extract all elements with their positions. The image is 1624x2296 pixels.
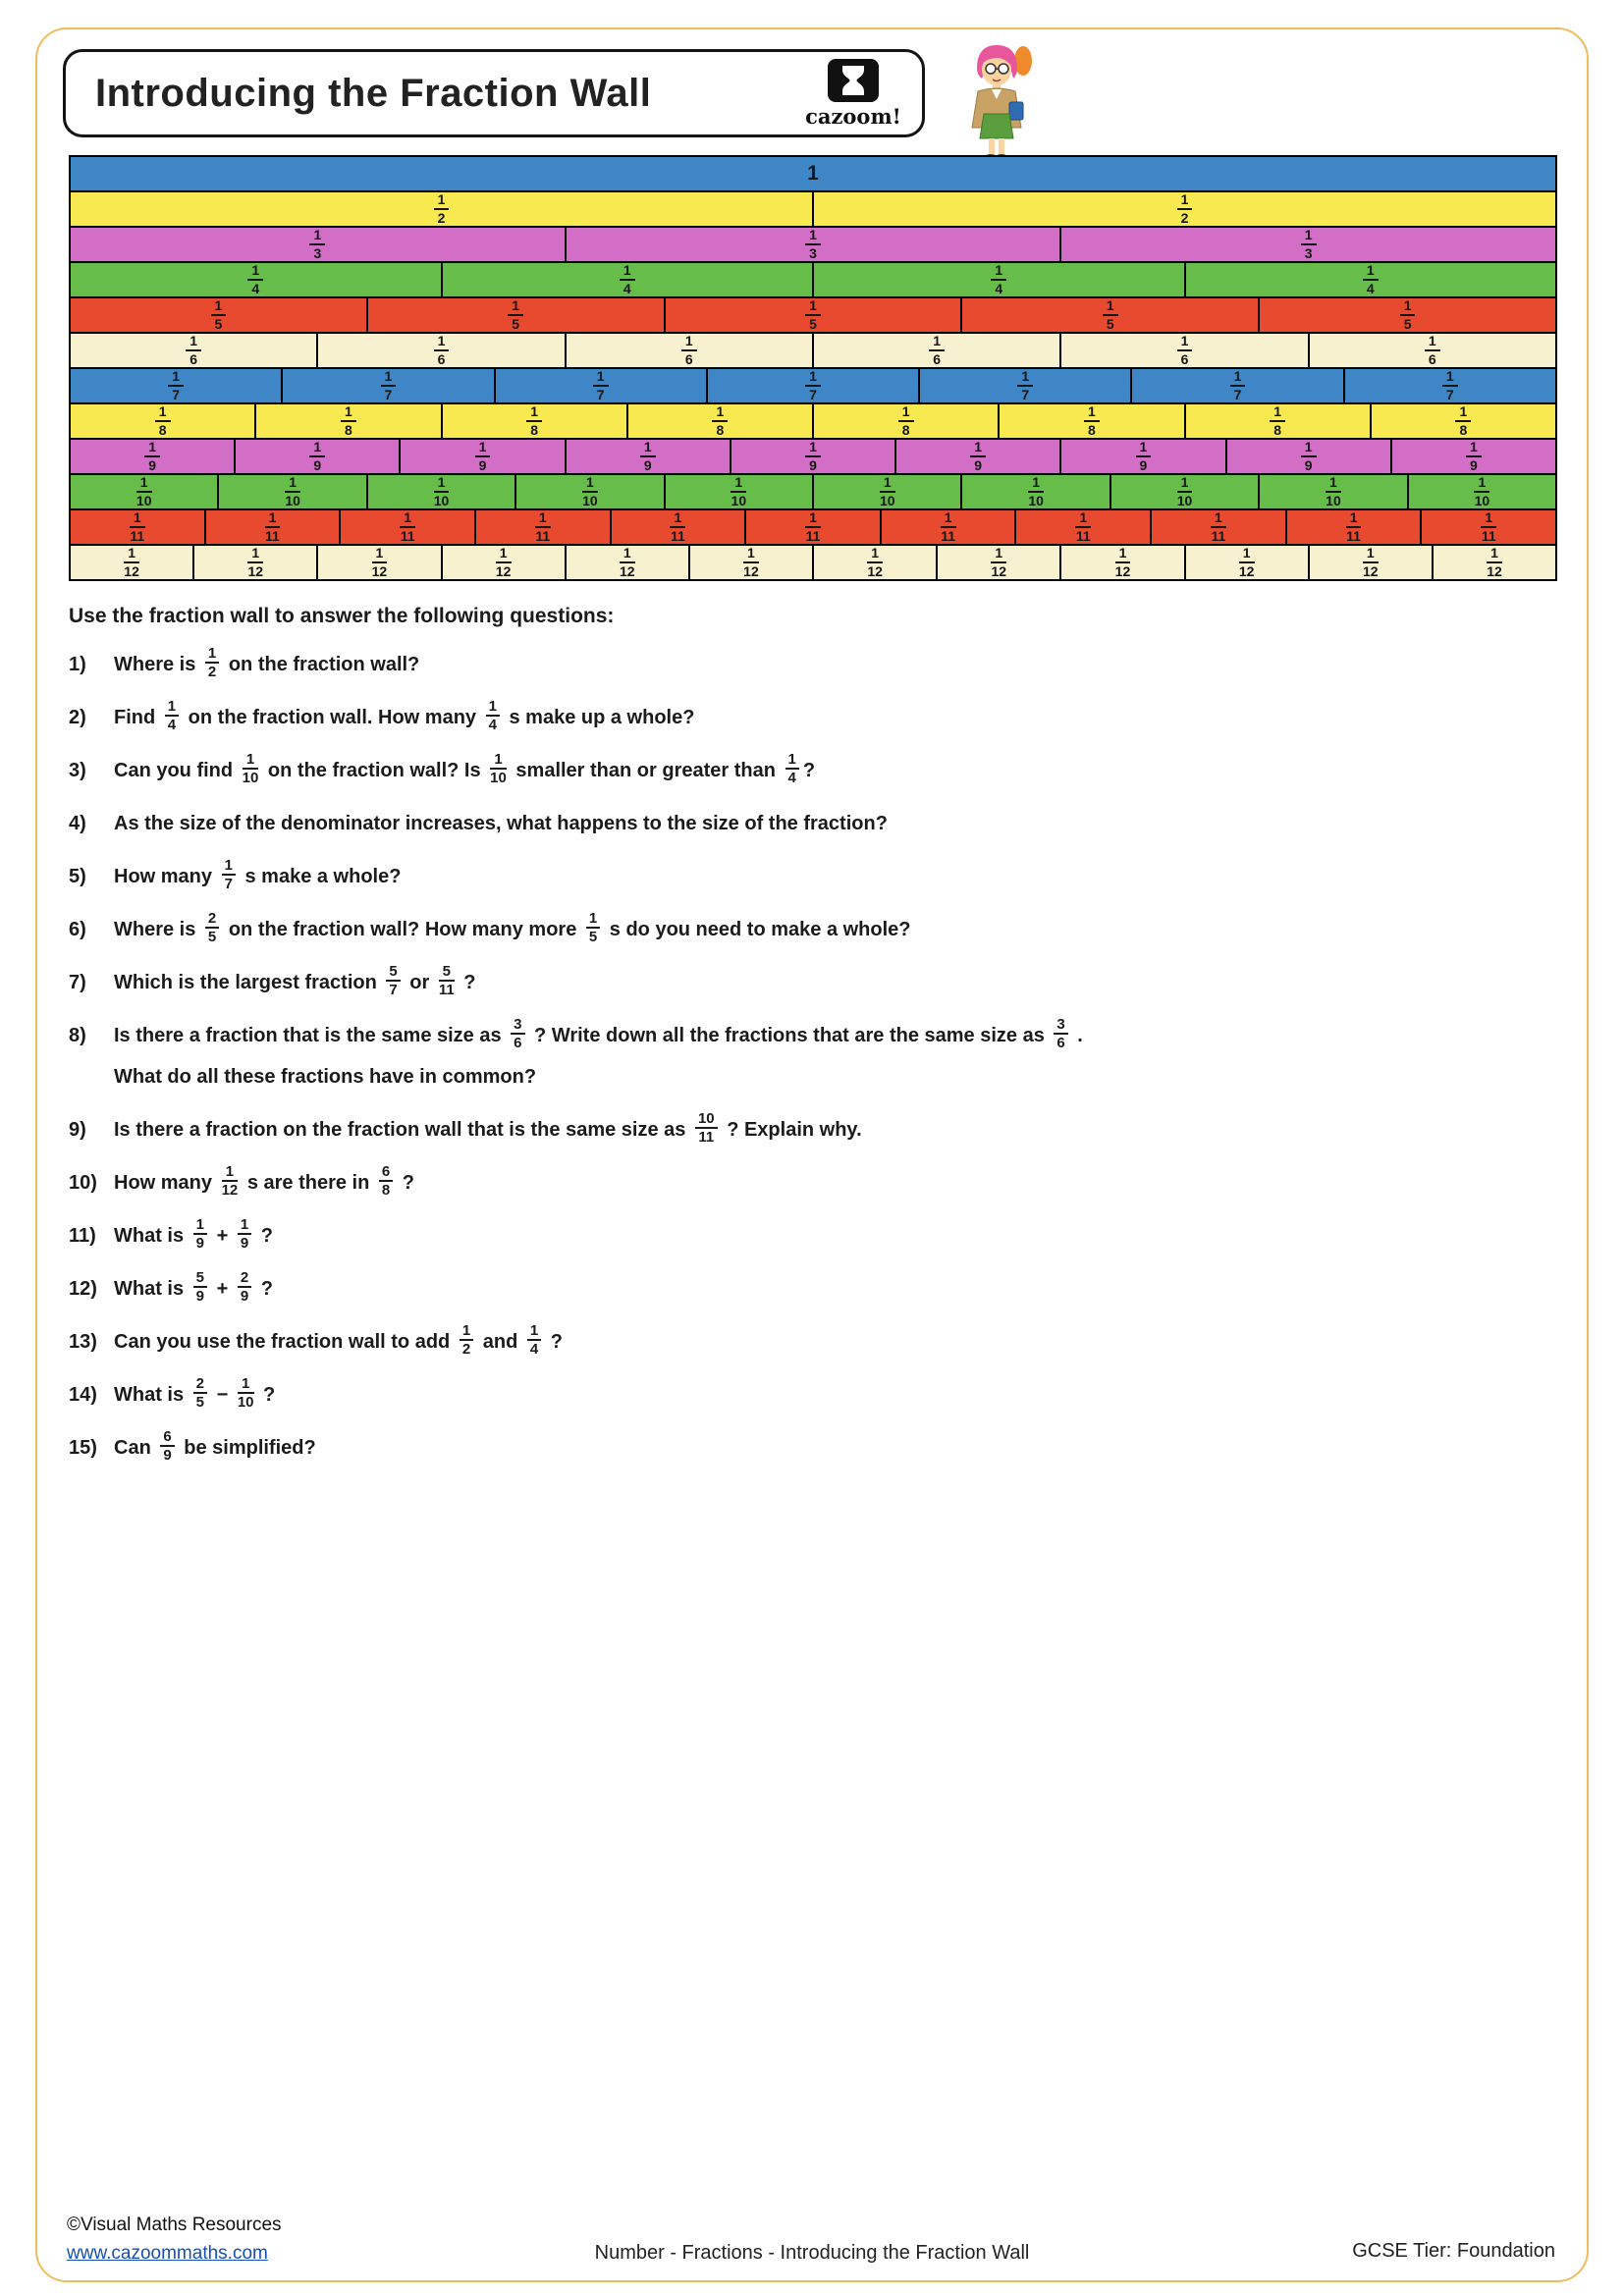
wall-cell bbox=[566, 439, 731, 474]
cell-fraction: 1 11 bbox=[941, 509, 956, 544]
wall-cell bbox=[745, 509, 881, 545]
question-text: Can $\frac{6}{9}$ be simplified? bbox=[114, 1428, 316, 1465]
cell-fraction: 1 12 bbox=[619, 545, 635, 579]
cell-fraction: 1 6 bbox=[929, 334, 945, 366]
wall-cell bbox=[70, 509, 205, 545]
teacher-illustration bbox=[945, 37, 1048, 170]
wall-cell bbox=[442, 545, 566, 580]
cell-fraction: 1 10 bbox=[135, 474, 152, 508]
cazoom-logo bbox=[806, 59, 900, 129]
footer-tier: GCSE Tier: Foundation bbox=[1352, 2240, 1555, 2262]
logo-wordmark: cazoom! bbox=[805, 103, 901, 129]
wall-cell bbox=[70, 297, 367, 333]
wall-cell bbox=[919, 368, 1131, 403]
question-number: 4) bbox=[69, 813, 86, 834]
wall-cell bbox=[1408, 474, 1556, 509]
cell-fraction: 1 12 bbox=[1363, 545, 1379, 579]
wall-cell bbox=[400, 439, 565, 474]
wall-row-2 bbox=[70, 191, 1556, 227]
wall-cell bbox=[193, 545, 317, 580]
question-number: 1) bbox=[69, 654, 86, 675]
cell-fraction: 1 11 bbox=[1211, 509, 1226, 544]
wall-row-3 bbox=[70, 227, 1556, 262]
inline-fraction: $\frac{3}{6}$ bbox=[1054, 1016, 1067, 1052]
cell-fraction: 1 11 bbox=[1481, 509, 1496, 544]
wall-cell bbox=[937, 545, 1060, 580]
wall-cell bbox=[665, 297, 962, 333]
questions-list bbox=[69, 644, 1561, 1468]
cell-fraction: 1 11 bbox=[1075, 509, 1091, 544]
cell-fraction: 1 8 bbox=[1270, 404, 1285, 437]
wall-row-12 bbox=[70, 545, 1556, 580]
question-text: Is there a fraction on the fraction wall that is the same size as $\frac{10}{11}$ ? Explain why. bbox=[114, 1110, 862, 1147]
wall-cell bbox=[813, 191, 1556, 227]
cell-fraction: 1 3 bbox=[309, 228, 325, 260]
inline-fraction: $\frac{1}{7}$ bbox=[222, 857, 236, 893]
cell-fraction: 1 3 bbox=[805, 228, 821, 260]
inline-fraction: $\frac{1}{4}$ bbox=[165, 698, 179, 734]
cell-fraction: 1 8 bbox=[341, 404, 356, 437]
cell-fraction: 1 7 bbox=[381, 369, 397, 401]
question-item bbox=[69, 1215, 1561, 1256]
cell-fraction: 1 10 bbox=[1176, 474, 1193, 508]
cell-fraction: 1 4 bbox=[247, 263, 263, 295]
wall-cell bbox=[999, 403, 1184, 439]
inline-fraction: $\frac{2}{5}$ bbox=[193, 1375, 207, 1412]
inline-fraction: $\frac{1}{2}$ bbox=[460, 1322, 473, 1359]
cell-fraction: 1 6 bbox=[1425, 334, 1440, 366]
cell-fraction: 1 9 bbox=[1136, 440, 1152, 472]
inline-fraction: $\frac{1}{12}$ bbox=[221, 1163, 239, 1200]
question-number: 14) bbox=[69, 1384, 97, 1406]
wall-cell bbox=[255, 403, 441, 439]
cell-fraction: 1 11 bbox=[535, 509, 551, 544]
inline-fraction: $\frac{1}{9}$ bbox=[193, 1216, 207, 1253]
question-item bbox=[69, 909, 1561, 950]
wall-cell bbox=[1185, 545, 1309, 580]
question-text: Which is the largest fraction $\frac{5}{7}$ or $\frac{5}{11}$ ? bbox=[114, 963, 476, 999]
cell-fraction: 1 9 bbox=[1301, 440, 1317, 472]
question-number: 12) bbox=[69, 1278, 97, 1300]
inline-fraction: $\frac{3}{6}$ bbox=[511, 1016, 524, 1052]
cell-fraction: 1 10 bbox=[433, 474, 450, 508]
wall-cell bbox=[813, 545, 937, 580]
cell-fraction: 1 5 bbox=[211, 298, 227, 331]
question-item bbox=[69, 1162, 1561, 1203]
wall-row-whole bbox=[70, 156, 1556, 191]
cell-fraction: 1 12 bbox=[1238, 545, 1255, 579]
cell-fraction: 1 2 bbox=[434, 192, 450, 225]
question-text: Can you use the fraction wall to add $\frac{1}{2}$ and $\frac{1}{4}$ ? bbox=[114, 1322, 563, 1359]
cell-fraction: 1 9 bbox=[805, 440, 821, 472]
wall-cell bbox=[895, 439, 1060, 474]
cell-fraction: 1 7 bbox=[1442, 369, 1458, 401]
question-text: As the size of the denominator increases, what happens to the size of the fraction? bbox=[114, 813, 888, 834]
wall-cell bbox=[881, 509, 1016, 545]
wall-cell bbox=[218, 474, 366, 509]
question-text: Find $\frac{1}{4}$ on the fraction wall. How many $\frac{1}{4}$ s make up a whole? bbox=[114, 698, 695, 734]
cell-fraction: 1 12 bbox=[743, 545, 759, 579]
wall-cell bbox=[1309, 545, 1433, 580]
wall-cell bbox=[367, 297, 665, 333]
wall-cell bbox=[611, 509, 746, 545]
cell-fraction: 1 5 bbox=[508, 298, 523, 331]
wall-cell bbox=[707, 368, 919, 403]
wall-cell bbox=[367, 474, 515, 509]
wall-cell bbox=[70, 403, 255, 439]
cell-fraction: 1 7 bbox=[1230, 369, 1246, 401]
wall-cell bbox=[1110, 474, 1259, 509]
question-item bbox=[69, 1321, 1561, 1362]
cell-fraction: 1 3 bbox=[1301, 228, 1317, 260]
question-text: Can you find $\frac{1}{10}$ on the fraction wall? Is $\frac{1}{10}$ smaller than or greater than $\frac{1}{4}$ ? bbox=[114, 751, 816, 787]
header bbox=[63, 49, 925, 137]
cell-fraction: 1 11 bbox=[670, 509, 685, 544]
inline-fraction: $\frac{1}{10}$ bbox=[490, 751, 507, 787]
question-number: 6) bbox=[69, 919, 86, 940]
wall-cell bbox=[70, 227, 566, 262]
cell-fraction: 1 9 bbox=[475, 440, 491, 472]
question-item bbox=[69, 1427, 1561, 1468]
inline-fraction: $\frac{1}{2}$ bbox=[205, 645, 219, 681]
inline-fraction: $\frac{2}{5}$ bbox=[205, 910, 219, 946]
question-text: Where is $\frac{2}{5}$ on the fraction wall? How many more $\frac{1}{5}$ s do you need to make a whole? bbox=[114, 910, 911, 946]
question-number: 3) bbox=[69, 760, 86, 781]
cell-fraction: 1 6 bbox=[681, 334, 697, 366]
cell-fraction: 1 5 bbox=[1103, 298, 1118, 331]
wall-row-4 bbox=[70, 262, 1556, 297]
wall-row-6 bbox=[70, 333, 1556, 368]
wall-cell bbox=[1060, 439, 1225, 474]
wall-cell bbox=[1391, 439, 1556, 474]
inline-fraction: $\frac{1}{4}$ bbox=[785, 751, 799, 787]
wall-cell bbox=[665, 474, 813, 509]
cell-fraction: 1 10 bbox=[285, 474, 300, 508]
cell-fraction: 1 10 bbox=[879, 474, 895, 508]
question-number: 7) bbox=[69, 972, 86, 993]
wall-cell bbox=[340, 509, 475, 545]
cell-fraction: 1 9 bbox=[144, 440, 160, 472]
question-item bbox=[69, 1015, 1561, 1097]
inline-fraction: $\frac{1}{9}$ bbox=[238, 1216, 251, 1253]
wall-row-7 bbox=[70, 368, 1556, 403]
cell-fraction: 1 12 bbox=[867, 545, 883, 579]
wall-cell bbox=[1226, 439, 1391, 474]
cell-fraction: 1 8 bbox=[526, 404, 542, 437]
wall-cell bbox=[70, 333, 317, 368]
wall-cell bbox=[1015, 509, 1151, 545]
question-item bbox=[69, 644, 1561, 685]
inline-fraction: $\frac{6}{8}$ bbox=[379, 1163, 393, 1200]
question-item bbox=[69, 1268, 1561, 1309]
inline-fraction: $\frac{5}{7}$ bbox=[386, 963, 400, 999]
wall-cell bbox=[1185, 262, 1557, 297]
cell-fraction: 1 10 bbox=[1474, 474, 1490, 508]
wall-cell bbox=[70, 156, 1556, 191]
wall-cell bbox=[1259, 297, 1556, 333]
wall-cell bbox=[813, 403, 999, 439]
wall-cell bbox=[205, 509, 341, 545]
wall-cell bbox=[961, 297, 1259, 333]
wall-cell bbox=[1060, 333, 1308, 368]
cell-fraction: 1 4 bbox=[991, 263, 1006, 295]
cell-fraction: 1 12 bbox=[1114, 545, 1131, 579]
question-text: What is $\frac{5}{9}$ + $\frac{2}{9}$ ? bbox=[114, 1269, 273, 1306]
wall-cell bbox=[1131, 368, 1343, 403]
wall-cell bbox=[961, 474, 1110, 509]
wall-cell bbox=[70, 191, 813, 227]
inline-fraction: $\frac{6}{9}$ bbox=[160, 1428, 174, 1465]
inline-fraction: $\frac{10}{11}$ bbox=[695, 1110, 718, 1147]
wall-cell bbox=[566, 545, 689, 580]
cell-fraction: 1 6 bbox=[186, 334, 201, 366]
question-number: 15) bbox=[69, 1437, 97, 1459]
instructions-text: Use the fraction wall to answer the following questions: bbox=[69, 605, 615, 627]
cell-fraction: 1 2 bbox=[1177, 192, 1193, 225]
cell-whole-label: 1 bbox=[807, 162, 819, 185]
inline-fraction: $\frac{1}{10}$ bbox=[242, 751, 259, 787]
question-text: What is $\frac{1}{9}$ + $\frac{1}{9}$ ? bbox=[114, 1216, 273, 1253]
wall-cell bbox=[1433, 545, 1556, 580]
question-item bbox=[69, 1109, 1561, 1150]
question-text: Is there a fraction that is the same size as $\frac{3}{6}$ ? Write down all the fractions that are the same size as $\frac{3}{6}$ . What do all these fractions have in common? bbox=[114, 1016, 1083, 1088]
wall-cell bbox=[442, 403, 627, 439]
inline-fraction: $\frac{5}{11}$ bbox=[438, 963, 455, 999]
footer-topic: Number - Fractions - Introducing the Fraction Wall bbox=[594, 2242, 1030, 2264]
wall-cell bbox=[627, 403, 813, 439]
wall-row-8 bbox=[70, 403, 1556, 439]
wall-cell bbox=[317, 333, 565, 368]
page-title: Introducing the Fraction Wall bbox=[95, 71, 652, 115]
cell-fraction: 1 7 bbox=[168, 369, 184, 401]
inline-fraction: $\frac{1}{4}$ bbox=[486, 698, 500, 734]
question-number: 5) bbox=[69, 866, 86, 887]
wall-cell bbox=[70, 262, 442, 297]
wall-cell bbox=[689, 545, 813, 580]
cell-fraction: 1 9 bbox=[640, 440, 656, 472]
wall-cell bbox=[442, 262, 814, 297]
cell-fraction: 1 9 bbox=[1466, 440, 1482, 472]
cell-fraction: 1 5 bbox=[1400, 298, 1416, 331]
hourglass-vase-icon bbox=[828, 59, 879, 102]
cell-fraction: 1 8 bbox=[155, 404, 171, 437]
cell-fraction: 1 11 bbox=[805, 509, 821, 544]
cell-fraction: 1 11 bbox=[400, 509, 415, 544]
wall-cell bbox=[475, 509, 611, 545]
cell-fraction: 1 6 bbox=[1177, 334, 1193, 366]
question-number: 2) bbox=[69, 707, 86, 728]
question-number: 9) bbox=[69, 1119, 86, 1141]
cell-fraction: 1 9 bbox=[970, 440, 986, 472]
question-number: 13) bbox=[69, 1331, 97, 1353]
cell-fraction: 1 7 bbox=[1017, 369, 1033, 401]
cell-fraction: 1 12 bbox=[1487, 545, 1502, 579]
cell-fraction: 1 5 bbox=[805, 298, 821, 331]
cell-fraction: 1 6 bbox=[434, 334, 450, 366]
wall-cell bbox=[1060, 227, 1556, 262]
question-number: 10) bbox=[69, 1172, 97, 1194]
wall-cell bbox=[70, 474, 218, 509]
wall-cell bbox=[70, 545, 193, 580]
cell-fraction: 1 12 bbox=[247, 545, 264, 579]
question-number: 11) bbox=[69, 1225, 96, 1247]
inline-fraction: $\frac{2}{9}$ bbox=[238, 1269, 251, 1306]
cell-fraction: 1 11 bbox=[1346, 509, 1361, 544]
wall-cell bbox=[731, 439, 895, 474]
cell-fraction: 1 10 bbox=[731, 474, 747, 508]
cell-fraction: 1 7 bbox=[805, 369, 821, 401]
cell-fraction: 1 12 bbox=[124, 545, 139, 579]
inline-fraction: $\frac{1}{4}$ bbox=[527, 1322, 541, 1359]
cell-fraction: 1 10 bbox=[582, 474, 598, 508]
question-item bbox=[69, 750, 1561, 791]
wall-cell bbox=[70, 368, 282, 403]
question-text: How many $\frac{1}{7}$ s make a whole? bbox=[114, 857, 402, 893]
wall-cell bbox=[317, 545, 441, 580]
wall-cell bbox=[813, 474, 961, 509]
inline-fraction: $\frac{5}{9}$ bbox=[193, 1269, 207, 1306]
cell-fraction: 1 8 bbox=[898, 404, 914, 437]
wall-cell bbox=[566, 333, 813, 368]
wall-cell bbox=[495, 368, 707, 403]
wall-row-10 bbox=[70, 474, 1556, 509]
cell-fraction: 1 11 bbox=[265, 509, 280, 544]
question-item bbox=[69, 962, 1561, 1003]
wall-cell bbox=[1151, 509, 1286, 545]
wall-cell bbox=[566, 227, 1061, 262]
wall-cell bbox=[70, 439, 235, 474]
cell-fraction: 1 10 bbox=[1326, 474, 1341, 508]
wall-cell bbox=[813, 333, 1060, 368]
wall-row-9 bbox=[70, 439, 1556, 474]
wall-cell bbox=[515, 474, 664, 509]
cell-fraction: 1 10 bbox=[1028, 474, 1044, 508]
cell-fraction: 1 9 bbox=[309, 440, 325, 472]
question-number: 8) bbox=[69, 1025, 86, 1046]
question-item bbox=[69, 856, 1561, 897]
website-link[interactable]: www.cazoommaths.com bbox=[67, 2243, 268, 2265]
inline-fraction: $\frac{1}{10}$ bbox=[237, 1375, 254, 1412]
cell-fraction: 1 12 bbox=[495, 545, 512, 579]
fraction-wall bbox=[69, 155, 1557, 581]
wall-cell bbox=[1060, 545, 1184, 580]
wall-cell bbox=[235, 439, 400, 474]
cell-fraction: 1 4 bbox=[1363, 263, 1379, 295]
wall-row-5 bbox=[70, 297, 1556, 333]
wall-cell bbox=[1286, 509, 1422, 545]
cell-fraction: 1 4 bbox=[620, 263, 635, 295]
question-text: What is $\frac{2}{5}$ − $\frac{1}{10}$ ? bbox=[114, 1375, 276, 1412]
wall-cell bbox=[1371, 403, 1556, 439]
question-text: How many $\frac{1}{12}$ s are there in $\frac{6}{8}$ ? bbox=[114, 1163, 415, 1200]
question-item bbox=[69, 1374, 1561, 1415]
wall-cell bbox=[1421, 509, 1556, 545]
question-item bbox=[69, 803, 1561, 844]
cell-fraction: 1 7 bbox=[593, 369, 609, 401]
inline-fraction: $\frac{1}{5}$ bbox=[586, 910, 600, 946]
cell-fraction: 1 12 bbox=[371, 545, 388, 579]
cell-fraction: 1 8 bbox=[1455, 404, 1471, 437]
wall-row-11 bbox=[70, 509, 1556, 545]
question-text: Where is $\frac{1}{2}$ on the fraction wall? bbox=[114, 645, 420, 681]
cell-fraction: 1 8 bbox=[712, 404, 728, 437]
wall-cell bbox=[1344, 368, 1556, 403]
wall-cell bbox=[1259, 474, 1407, 509]
question-item bbox=[69, 697, 1561, 738]
wall-cell bbox=[813, 262, 1185, 297]
cell-fraction: 1 11 bbox=[130, 509, 145, 544]
cell-fraction: 1 12 bbox=[991, 545, 1007, 579]
wall-cell bbox=[282, 368, 494, 403]
wall-cell bbox=[1309, 333, 1556, 368]
wall-cell bbox=[1185, 403, 1371, 439]
cell-fraction: 1 8 bbox=[1084, 404, 1100, 437]
copyright-text: ©Visual Maths Resources bbox=[67, 2215, 282, 2235]
